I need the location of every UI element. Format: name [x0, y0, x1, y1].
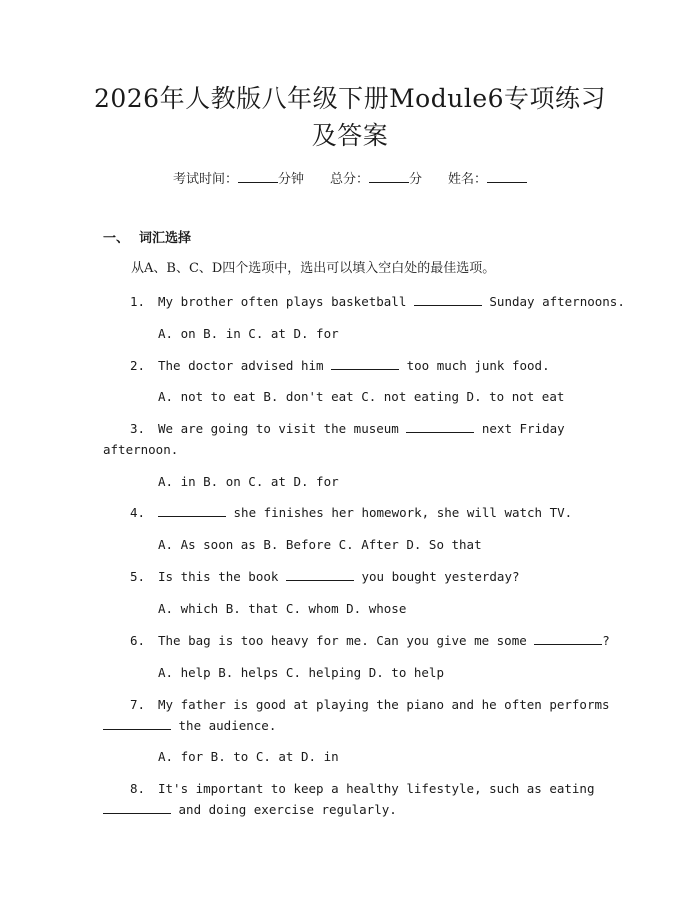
answer-blank	[331, 356, 399, 370]
exam-meta-line	[0, 168, 700, 190]
answer-blank	[414, 292, 482, 306]
question-stem: My father is good at playing the piano and he often performs	[158, 697, 610, 712]
question-stem: It's important to keep a healthy lifestyle, such as eating	[158, 781, 595, 796]
question-stem: The bag is too heavy for me. Can you give me some ?	[158, 633, 610, 648]
question-number: 1.	[130, 294, 146, 309]
answer-blank	[158, 503, 226, 517]
question-options: A. which B. that C. whom D. whose	[158, 601, 407, 616]
name-blank	[487, 168, 527, 183]
question-number: 5.	[130, 569, 146, 584]
question-number: 4.	[130, 505, 146, 520]
time-label: 考试时间：	[172, 172, 238, 187]
answer-blank	[286, 567, 354, 581]
question-stem-continued: and doing exercise regularly.	[103, 800, 397, 820]
question-stem: My brother often plays basketball Sunday afternoons.	[158, 294, 625, 309]
score-blank	[369, 168, 409, 183]
question-number: 6.	[130, 633, 146, 648]
question-options: A. not to eat B. don't eat C. not eating D. to not eat	[158, 389, 565, 404]
question-number: 8.	[130, 781, 146, 796]
name-label: 姓名：	[448, 172, 488, 187]
time-blank	[238, 168, 278, 183]
answer-blank	[103, 800, 171, 814]
score-unit: 分	[409, 172, 423, 187]
section-instruction: 从A、B、C、D四个选项中，选出可以填入空白处的最佳选项。	[131, 261, 496, 276]
question-options: A. on B. in C. at D. for	[158, 326, 339, 341]
question-options: A. in B. on C. at D. for	[158, 474, 339, 489]
question-number: 2.	[130, 358, 146, 373]
question-options: A. for B. to C. at D. in	[158, 749, 339, 764]
score-label: 总分：	[329, 172, 369, 187]
document-title-line1: 2026年人教版八年级下册Module6专项练习	[93, 84, 607, 113]
time-unit: 分钟	[277, 172, 304, 187]
section-heading	[103, 229, 191, 249]
answer-blank	[406, 419, 474, 433]
question-stem: she finishes her homework, she will watch TV.	[158, 503, 572, 523]
question-stem-continued: afternoon.	[103, 442, 179, 457]
question-options: A. As soon as B. Before C. After D. So that	[158, 537, 482, 552]
question-number: 3.	[130, 421, 146, 436]
question-stem: We are going to visit the museum next Friday	[158, 421, 565, 436]
section-number: 一、	[103, 231, 130, 246]
section-title: 词汇选择	[139, 231, 192, 246]
document-title-line2: 及答案	[311, 121, 389, 150]
question-stem: The doctor advised him too much junk food.	[158, 358, 550, 373]
question-options: A. help B. helps C. helping D. to help	[158, 665, 444, 680]
question-number: 7.	[130, 697, 146, 712]
question-stem-continued: the audience.	[103, 716, 276, 736]
answer-blank	[534, 631, 602, 645]
answer-blank	[103, 716, 171, 730]
question-stem: Is this the book you bought yesterday?	[158, 569, 520, 584]
